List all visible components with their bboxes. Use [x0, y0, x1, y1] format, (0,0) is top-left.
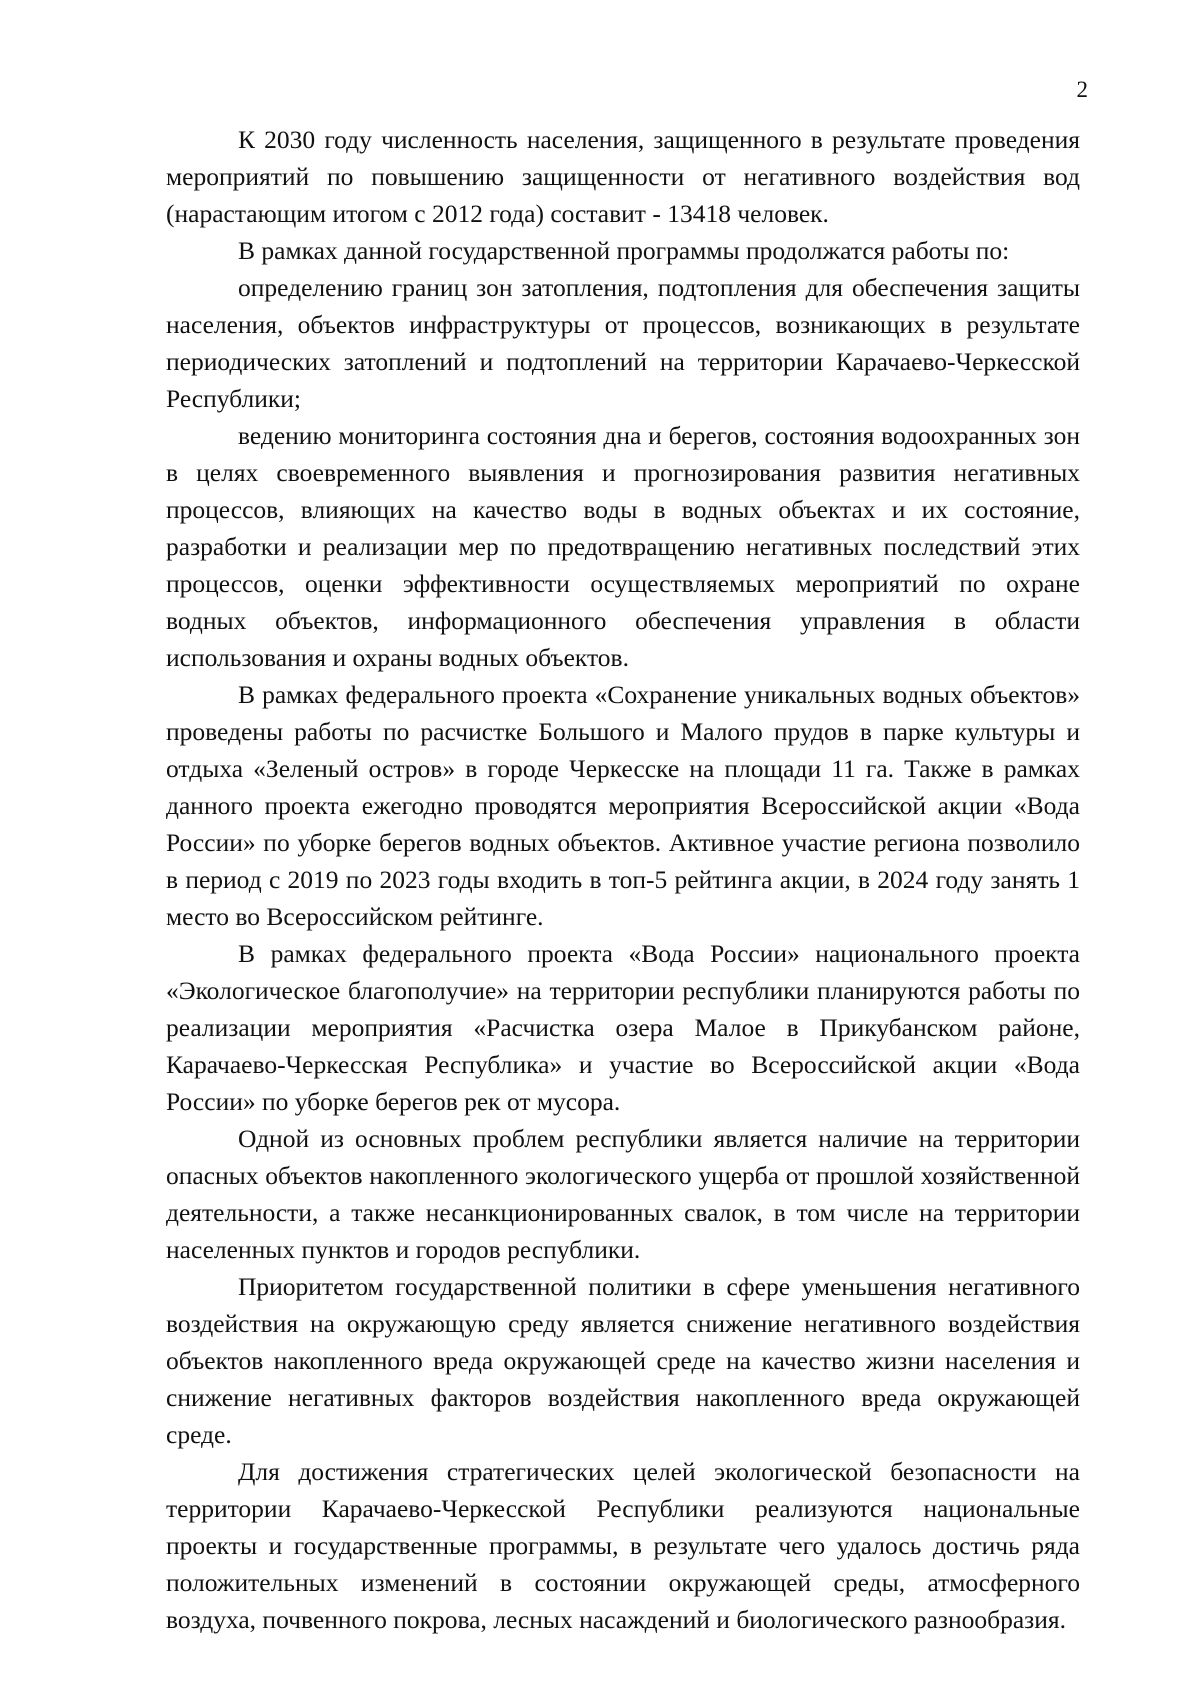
paragraph-flood-zones: определению границ зон затопления, подтопления для обеспечения защиты населения, объектов инфраструктуры от процессов, возникающих в результате периодических затоплений и подтоплений на территории Карачаево-Черкесской Республики; — [166, 273, 1080, 413]
paragraph-strategic-goals: Для достижения стратегических целей экологической безопасности на территории Карачаево-Черкесской Республики реализуются национальные проекты и государственные программы, в результате чего удалось достичь ряда положительных изменений в состоянии окружающей среды, атмосферного воздуха, почвенного покрова, лесных насаждений и биологического разнообразия. — [166, 1457, 1080, 1634]
document-body — [166, 121, 1080, 1638]
paragraph-monitoring: ведению мониторинга состояния дна и берегов, состояния водоохранных зон в целях своевременного выявления и прогнозирования развития негативных процессов, влияющих на качество воды в водных объектах и их состояние, разработки и реализации мер по предотвращению негативных последствий этих процессов, оценки эффективности осуществляемых мероприятий по охране водных объектов, информационного обеспечения управления в области использования и охраны водных объектов. — [166, 421, 1080, 672]
paragraph-accumulated-damage: Одной из основных проблем республики является наличие на территории опасных объектов накопленного экологического ущерба от прошлой хозяйственной деятельности, а также несанкционированных свалок, в том числе на территории населенных пунктов и городов республики. — [166, 1124, 1080, 1264]
page-number: 2 — [1076, 77, 1088, 102]
paragraph-program-works-intro: В рамках данной государственной программы продолжатся работы по: — [238, 236, 1010, 265]
paragraph-unique-water-bodies: В рамках федерального проекта «Сохранение уникальных водных объектов» проведены работы по расчистке Большого и Малого прудов в парке культуры и отдыха «Зеленый остров» в городе Черкесске на площади 11 га. Также в рамках данного проекта ежегодно проводятся мероприятия Всероссийской акции «Вода России» по уборке берегов водных объектов. Активное участие региона позволило в период с 2019 по 2023 годы входить в топ-5 рейтинга акции, в 2024 году занять 1 место во Всероссийском рейтинге. — [166, 680, 1080, 931]
paragraph-water-of-russia: В рамках федерального проекта «Вода России» национального проекта «Экологическое благополучие» на территории республики планируются работы по реализации мероприятия «Расчистка озера Малое в Прикубанском районе, Карачаево-Черкесская Республика» и участие во Всероссийской акции «Вода России» по уборке берегов рек от мусора. — [166, 939, 1080, 1116]
paragraph-state-policy-priority: Приоритетом государственной политики в сфере уменьшения негативного воздействия на окружающую среду является снижение негативного воздействия объектов накопленного вреда окружающей среде на качество жизни населения и снижение негативных факторов воздействия накопленного вреда окружающей среде. — [166, 1272, 1080, 1449]
paragraph-population-protection: К 2030 году численность населения, защищенного в результате проведения мероприятий по повышению защищенности от негативного воздействия вод (нарастающим итогом с 2012 года) составит - 13418 человек. — [166, 125, 1080, 228]
